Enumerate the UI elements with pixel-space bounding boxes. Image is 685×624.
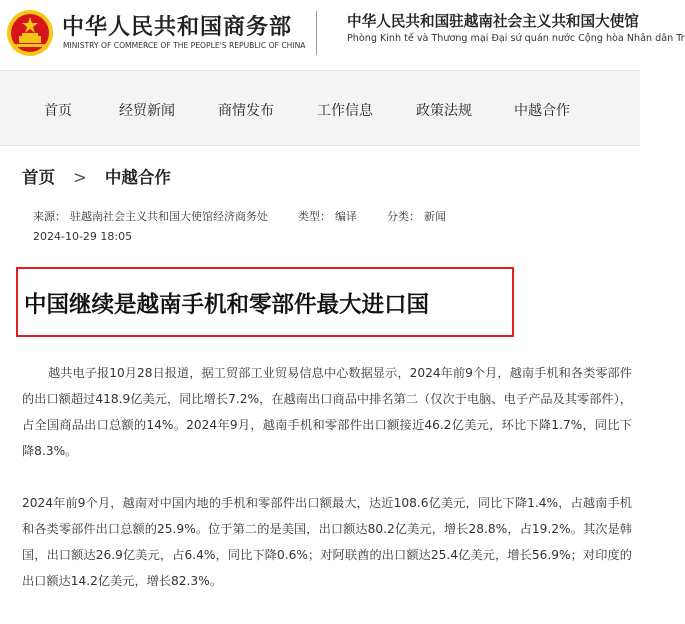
type-value: 编译 [335,210,357,223]
breadcrumb-home[interactable]: 首页 [22,168,55,187]
main-nav [0,70,640,146]
office-name-cn[interactable]: 中华人民共和国驻越南社会主义共和国大使馆 [347,13,639,30]
ministry-name-cn[interactable]: 中华人民共和国商务部 [62,15,293,40]
source-label: 来源： [33,210,66,223]
source-value: 驻越南社会主义共和国大使馆经济商务处 [70,210,268,223]
ministry-name-en: MINISTRY OF COMMERCE OF THE PEOPLE'S REPUBLIC OF CHINA [63,41,306,50]
nav-item-home[interactable]: 首页 [44,103,72,119]
national-emblem-icon[interactable] [6,9,54,57]
nav-item-china-vietnam[interactable]: 中越合作 [514,103,570,119]
site-header [0,0,685,68]
article-paragraph: 越共电子报10月28日报道，据工贸部工业贸易信息中心数据显示，2024年前9个月，越南手机和各类零部件的出口额超过418.9亿美元，同比增长7.2%，在越南出口商品中排名第二（仅次于电脑、电子产品及其零部件），占全国商品出口总额的14%。2024年9月，越南手机和零部件出口额接近46.2亿美元，环比下降1.7%，同比下降8.3%。 [22,366,632,458]
nav-item-work-info[interactable]: 工作信息 [317,103,373,119]
category-label: 分类： [387,210,420,223]
breadcrumb-separator: > [73,168,87,187]
title-highlight-box [16,267,514,337]
nav-item-trade-news[interactable]: 经贸新闻 [119,103,175,119]
article-meta [33,208,450,224]
header-divider [316,11,317,55]
type-label: 类型： [298,210,331,223]
breadcrumb [22,164,171,188]
nav-item-policy[interactable]: 政策法规 [416,103,472,119]
office-name-vn: Phòng Kinh tế và Thương mại Đại sứ quán nước Cộng hòa Nhân dân Tr [347,33,685,44]
publish-date: 2024-10-29 18:05 [33,230,133,243]
nav-item-business-info[interactable]: 商情发布 [218,103,274,119]
breadcrumb-current[interactable]: 中越合作 [104,168,171,187]
article-paragraph: 2024年前9个月，越南对中国内地的手机和零部件出口额最大，达近108.6亿美元，同比下降1.4%，占越南手机和各类零部件出口总额的25.9%。位于第二的是美国，出口额达80.2亿美元，增长28.8%，占19.2%。其次是韩国，出口额达26.9亿美元，占6.4%，同比下降0.6%；对阿联酋的出口额达25.4亿美元，增长56.9%；对印度的出口额达14.2亿美元，增长82.3%。 [22,496,632,588]
category-value: 新闻 [424,210,446,223]
article-title: 中国继续是越南手机和零部件最大进口国 [24,292,430,318]
